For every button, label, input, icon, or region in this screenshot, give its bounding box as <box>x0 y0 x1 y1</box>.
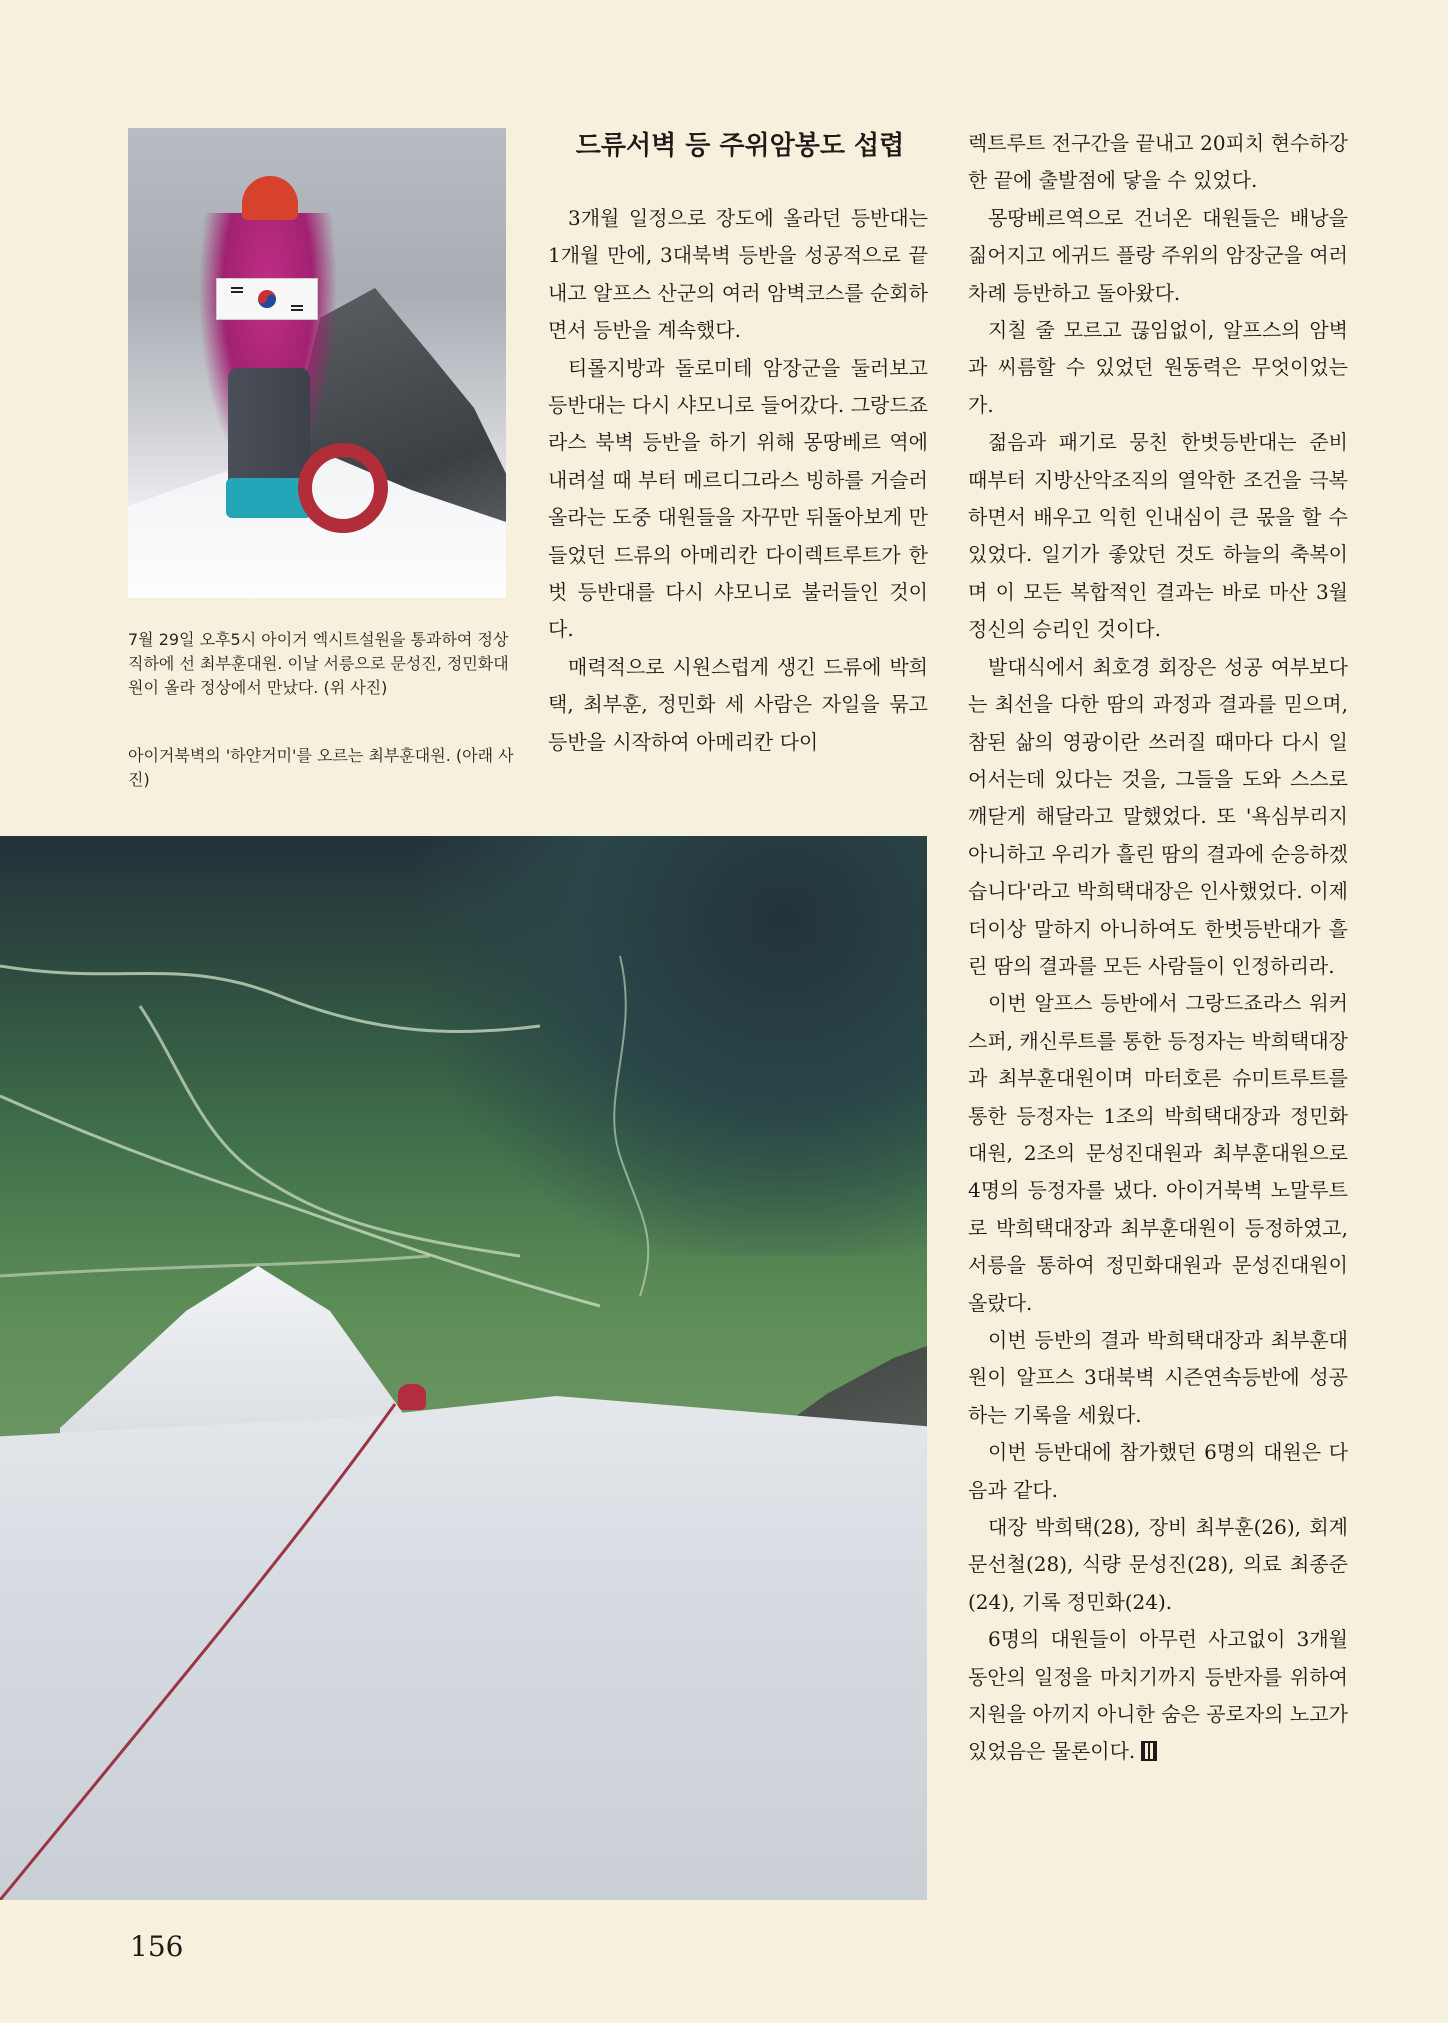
paragraph: 젊음과 패기로 뭉친 한벗등반대는 준비 때부터 지방산악조직의 열악한 조건을 극복하면서 배우고 익힌 인내심이 큰 몫을 할 수 있었다. 일기가 좋았던 것도 하늘의 축복이며 이 모든 복합적인 결과는 바로 마산 3월 정신의 승리인 것이다. <box>968 430 1348 642</box>
climbing-rope <box>0 836 927 1900</box>
paragraph: 몽땅베르역으로 건너온 대원들은 배낭을 짊어지고 에귀드 플랑 주위의 암장군을 여러 차례 등반하고 돌아왔다. <box>968 205 1348 305</box>
korean-flag <box>216 278 318 320</box>
paragraph: 티롤지방과 돌로미테 암장군을 둘러보고 등반대는 다시 샤모니로 들어갔다. 그랑드죠라스 북벽 등반을 하기 위해 몽땅베르 역에 내려설 때 부터 메르디그라스 빙하를 거슬러 올라는 도중 대원들을 자꾸만 뒤돌아보게 만들었던 드류의 아메리칸 다이렉트루트가 한벗 등반대를 다시 샤모니로 불러들인 것이다. <box>548 355 928 642</box>
paragraph: 이번 알프스 등반에서 그랑드죠라스 워커스퍼, 캐신루트를 통한 등정자는 박희택대장과 최부훈대원이며 마터호른 슈미트루트를 통한 등정자는 1조의 박희택대장과 정민화대원, 2조의 문성진대원과 최부훈대원으로 4명의 등정자를 냈다. 아이거북벽 노말루트로 박희택대장과 최부훈대원이 등정하였고, 서릉을 통하여 정민화대원과 문성진대원이 올랐다. <box>968 991 1348 1315</box>
article-column-middle <box>548 200 928 761</box>
paragraph-text: 6명의 대원들이 아무런 사고없이 3개월 동안의 일정을 마치기까지 등반자를 위하여 지원을 아끼지 아니한 숨은 공로자의 노고가 있었음은 물론이다. <box>968 1627 1348 1764</box>
climber-figure <box>398 1384 426 1410</box>
page-number: 156 <box>130 1930 184 1963</box>
paragraph: 매력적으로 시원스럽게 생긴 드류에 박희택, 최부훈, 정민화 세 사람은 자일을 묶고 등반을 시작하여 아메리칸 다이 <box>548 654 928 754</box>
photo-caption-top: 7월 29일 오후5시 아이거 엑시트설원을 통과하여 정상직하에 선 최부훈대원. 이날 서릉으로 문성진, 정민화대원이 올라 정상에서 만났다. (위 사진) <box>128 630 509 697</box>
paragraph: 렉트루트 전구간을 끝내고 20피치 현수하강한 끝에 출발점에 닿을 수 있었다. <box>968 131 1348 193</box>
paragraph: 이번 등반대에 참가했던 6명의 대원은 다음과 같다. <box>968 1440 1348 1502</box>
paragraph: 이번 등반의 결과 박희택대장과 최부훈대원이 알프스 3대북벽 시즌연속등반에 성공하는 기록을 세웠다. <box>968 1328 1348 1427</box>
climber-helmet <box>242 176 298 220</box>
paragraph: 3개월 일정으로 장도에 올라던 등반대는 1개월 만에, 3대북벽 등반을 성공적으로 끝내고 알프스 산군의 여러 암벽코스를 순회하면서 등반을 계속했다. <box>548 206 928 343</box>
rope-coil <box>298 443 388 533</box>
article-column-right <box>968 125 1348 1771</box>
article-subheadline: 드류서벽 등 주위암봉도 섭렵 <box>575 131 905 161</box>
climber-summit-photo <box>128 128 506 598</box>
glacier-climb-photo <box>0 836 927 1900</box>
paragraph-last <box>968 1621 1348 1771</box>
photo-caption-bottom: 아이거북벽의 '하얀거미'를 오르는 최부훈대원. (아래 사진) <box>128 746 514 789</box>
paragraph: 대장 박희택(28), 장비 최부훈(26), 회계 문선철(28), 식량 문성진(28), 의료 최종준(24), 기록 정민화(24). <box>968 1515 1348 1614</box>
paragraph: 지칠 줄 모르고 끊임없이, 알프스의 암벽과 씨름할 수 있었던 원동력은 무엇이었는가. <box>968 318 1348 417</box>
paragraph: 발대식에서 최호경 회장은 성공 여부보다는 최선을 다한 땀의 과정과 결과를 믿으며, 참된 삶의 영광이란 쓰러질 때마다 다시 일어서는데 있다는 것을, 그들을 도와 스스로 깨닫게 해달라고 말했었다. 또 '욕심부리지 아니하고 우리가 흘린 땀의 결과에 순응하겠습니다'라고 박희택대장은 인사했었다. 이제 더이상 말하지 아니하여도 한벗등반대가 흘린 땀의 결과를 모든 사람들이 인정하리라. <box>968 654 1348 978</box>
end-mark-icon <box>1141 1741 1157 1761</box>
